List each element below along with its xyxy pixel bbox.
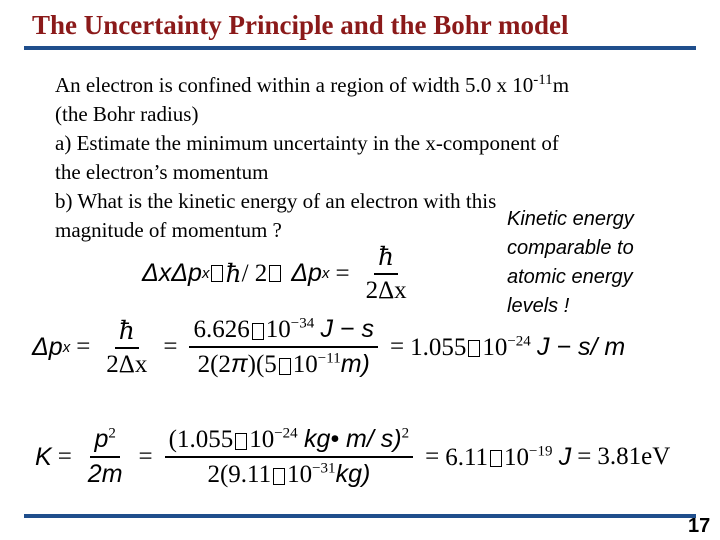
numeric-fraction: $\frac{6.626 10^{-34} J - s}{2(2\pi)(5 10^{-11}m)}$ — [189, 315, 377, 379]
hbar-over-2dx-fraction: $\frac{ħ}{2\Delta x}$ — [365, 242, 407, 304]
hbar-fraction: $\frac{ħ}{2\Delta x}$ — [106, 315, 148, 378]
problem-line-6: magnitude of momentum ? — [55, 218, 282, 242]
missing-glyph-box — [211, 265, 223, 282]
page-number: 17 — [688, 515, 711, 537]
kinetic-energy-equation: K = $\frac{p^2}{2m}$ = $\frac{(1.055 10^{-24} kg• m/ s)^2}{2(9.11 10^{-31}kg)}$ = 6.11 $10^{-19}$ J = 3.81eV — [35, 425, 671, 488]
energy-result-ev: 3.81eV — [597, 443, 671, 470]
kinetic-energy-note: Kinetic energy comparable to atomic energy levels ! — [507, 208, 634, 317]
missing-glyph-box — [269, 265, 281, 282]
momentum-uncertainty-equation: Δp x = $\frac{ħ}{2\Delta x}$ = $\frac{6.626 10^{-34} J - s}{2(2\pi)(5 10^{-11}m)}$ = 1.055 $10^{-24}$ J − s/ m — [32, 315, 626, 378]
problem-line-5: b) What is the kinetic energy of an electron with this — [55, 189, 497, 213]
footer-divider — [24, 514, 696, 518]
problem-line-3: a) Estimate the minimum uncertainty in the x-component of — [55, 131, 559, 155]
problem-line-1: An electron is confined within a region of width 5.0 x $10^{-11}m$ — [55, 72, 570, 97]
problem-line-4: the electron’s momentum — [55, 160, 269, 184]
problem-line-2: (the Bohr radius) — [55, 102, 199, 126]
p-squared-fraction: $\frac{p^2}{2m}$ — [87, 425, 123, 488]
energy-numeric-fraction: $\frac{(1.055 10^{-24} kg• m/ s)^2}{2(9.11 10^{-31}kg)}$ — [165, 425, 413, 489]
slide-title: The Uncertainty Principle and the Bohr model — [32, 10, 569, 40]
momentum-result: 1.055 $10^{-24}$ J − s/ m — [410, 332, 626, 361]
energy-result-joules: 6.11 $10^{-19}$ J — [445, 442, 572, 471]
title-divider — [24, 46, 696, 50]
uncertainty-equation: ΔxΔp x ħ / 2 Δp x = $\frac{ħ}{2\Delta x}$ — [142, 242, 417, 305]
